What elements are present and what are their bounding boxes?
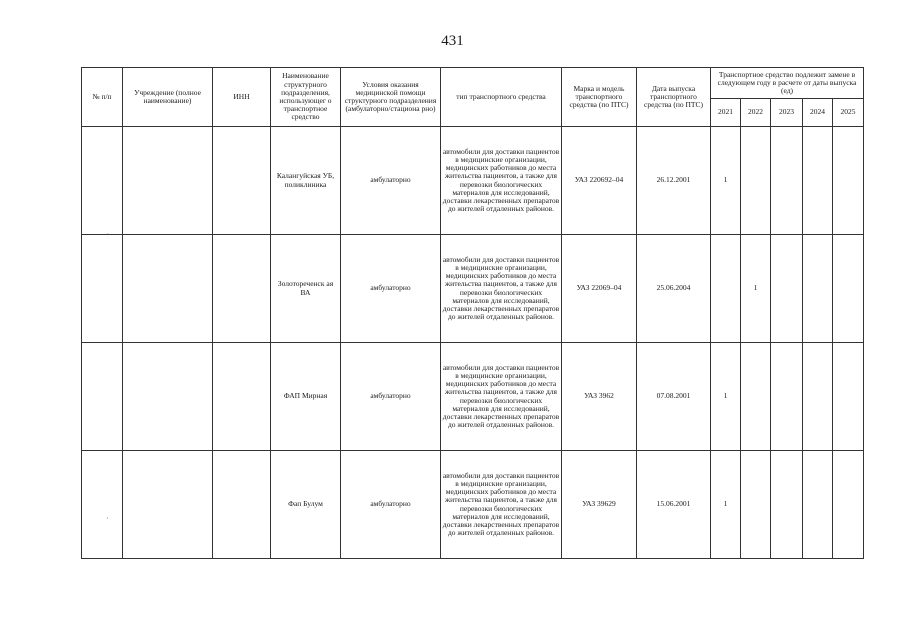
vehicle-replacement-table — [81, 67, 864, 559]
cell-2023 — [771, 235, 803, 343]
header-institution: Учреждение (полное наименование) — [123, 68, 213, 127]
cell-institution — [123, 127, 213, 235]
header-unit-name: Наименование структурного подразделения, использующег о транспортное средство — [271, 68, 341, 127]
table-row — [82, 451, 864, 559]
table-row — [82, 127, 864, 235]
cell-num — [82, 127, 123, 235]
cell-unit: Золотореченск ая ВА — [271, 235, 341, 343]
cell-inn — [213, 235, 271, 343]
header-replacement: Транспортное средство подлежит замене в следующем году в расчете от даты выпуска (ед) — [711, 68, 864, 99]
cell-date: 26.12.2001 — [637, 127, 711, 235]
cell-num — [82, 235, 123, 343]
cell-purpose: автомобили для доставки пациентов в медицинские организации, медицинских работников до места жительства пациентов, а также для перевозки биологических материалов для исследований, доставки лекарственных препаратов до жителей отдаленных районов. — [441, 451, 562, 559]
cell-conditions: амбулаторно — [341, 343, 441, 451]
header-year: 2023 — [771, 99, 803, 127]
cell-institution — [123, 343, 213, 451]
cell-2025 — [833, 235, 864, 343]
cell-2023 — [771, 127, 803, 235]
cell-2022 — [741, 451, 771, 559]
cell-model: УАЗ 39629 — [562, 451, 637, 559]
cell-conditions: амбулаторно — [341, 451, 441, 559]
cell-2025 — [833, 127, 864, 235]
table-row — [82, 235, 864, 343]
cell-num — [82, 343, 123, 451]
cell-unit: ФАП Мирная — [271, 343, 341, 451]
cell-institution — [123, 235, 213, 343]
cell-model: УАЗ 220692–04 — [562, 127, 637, 235]
cell-inn — [213, 343, 271, 451]
cell-num — [82, 451, 123, 559]
cell-2024 — [803, 343, 833, 451]
cell-model: УАЗ 3962 — [562, 343, 637, 451]
header-conditions: Условия оказания медицинской помощи структурного подразделения (амбулаторно/стациона рно) — [341, 68, 441, 127]
page-number: 431 — [441, 33, 464, 49]
cell-inn — [213, 451, 271, 559]
cell-2023 — [771, 451, 803, 559]
cell-2024 — [803, 127, 833, 235]
header-year: 2022 — [741, 99, 771, 127]
header-year: 2024 — [803, 99, 833, 127]
header-year: 2021 — [711, 99, 741, 127]
cell-2021: 1 — [711, 451, 741, 559]
table-row — [82, 343, 864, 451]
cell-purpose: автомобили для доставки пациентов в медицинские организации, медицинских работников до места жительства пациентов, а также для перевозки биологических материалов для исследований, доставки лекарственных препаратов до жителей отдаленных районов. — [441, 127, 562, 235]
cell-purpose: автомобили для доставки пациентов в медицинские организации, медицинских работников до места жительства пациентов, а также для перевозки биологических материалов для исследований, доставки лекарственных препаратов до жителей отдаленных районов. — [441, 235, 562, 343]
cell-2022: 1 — [741, 235, 771, 343]
cell-2021: 1 — [711, 343, 741, 451]
cell-purpose: автомобили для доставки пациентов в медицинские организации, медицинских работников до места жительства пациентов, а также для перевозки биологических материалов для исследований, доставки лекарственных препаратов до жителей отдаленных районов. — [441, 343, 562, 451]
scan-dot: · — [106, 230, 109, 239]
cell-2025 — [833, 451, 864, 559]
cell-2021 — [711, 235, 741, 343]
cell-2023 — [771, 343, 803, 451]
cell-date: 07.08.2001 — [637, 343, 711, 451]
header-vehicle-type: тип транспортного средства — [441, 68, 562, 127]
cell-conditions: амбулаторно — [341, 235, 441, 343]
cell-2022 — [741, 127, 771, 235]
cell-unit: Фап Булум — [271, 451, 341, 559]
cell-2024 — [803, 235, 833, 343]
header-num: № п/п — [82, 68, 123, 127]
cell-unit: Калангуйская УБ, поликлиника — [271, 127, 341, 235]
scan-dot: · — [106, 514, 109, 523]
cell-date: 15.06.2001 — [637, 451, 711, 559]
cell-2025 — [833, 343, 864, 451]
cell-conditions: амбулаторно — [341, 127, 441, 235]
header-brand-model: Марка и модель транспортного средства (по ПТС) — [562, 68, 637, 127]
header-issue-date: Дата выпуска транспортного средства (по ПТС) — [637, 68, 711, 127]
header-inn: ИНН — [213, 68, 271, 127]
cell-2021: 1 — [711, 127, 741, 235]
header-year: 2025 — [833, 99, 864, 127]
cell-model: УАЗ 22069–04 — [562, 235, 637, 343]
cell-date: 25.06.2004 — [637, 235, 711, 343]
cell-inn — [213, 127, 271, 235]
cell-2024 — [803, 451, 833, 559]
cell-institution — [123, 451, 213, 559]
cell-2022 — [741, 343, 771, 451]
